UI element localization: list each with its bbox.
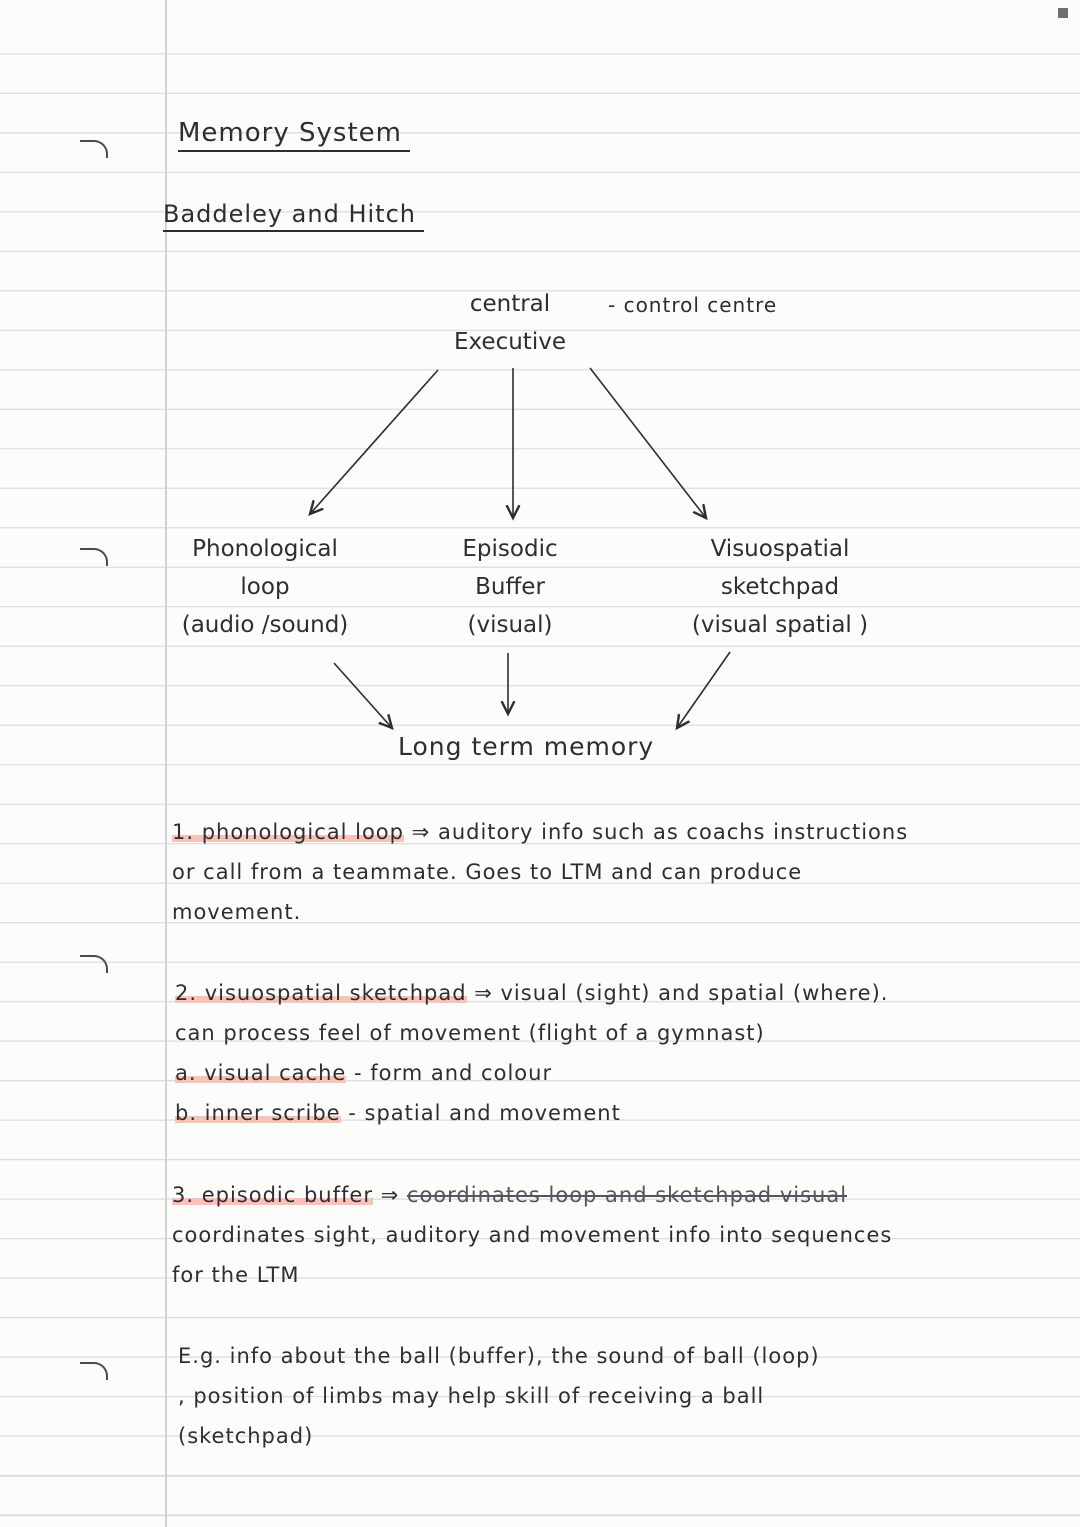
page-subtitle: Baddeley and Hitch [163, 200, 424, 232]
arrow-central-to-phonological [310, 370, 438, 514]
note-arrow: ⇒ [372, 1183, 407, 1207]
central-line2: Executive [454, 329, 566, 355]
episodic-buffer-node [425, 530, 595, 644]
visuospatial-line2: sketchpad [720, 574, 840, 600]
note-example [178, 1336, 820, 1456]
note-line [172, 1175, 892, 1215]
arrow-phonological-to-ltm [334, 663, 392, 728]
highlighted-term: a. visual cache [175, 1061, 347, 1085]
highlighted-term: 3. episodic buffer [172, 1183, 373, 1207]
long-term-memory-node: Long term memory [398, 732, 655, 761]
highlighted-term: 2. visuospatial sketchpad [175, 981, 467, 1005]
note-line: coordinates sight, auditory and movement info into sequences [172, 1223, 893, 1247]
episodic-line2: Buffer [475, 574, 545, 600]
struck-text: coordinates loop and sketchpad visual [406, 1183, 848, 1207]
phonological-loop-node [170, 530, 360, 644]
note-line [175, 973, 888, 1013]
note-line: E.g. info about the ball (buffer), the sound of ball (loop) [178, 1344, 820, 1368]
visuospatial-line1: Visuospatial [710, 536, 850, 562]
note-line [175, 1053, 888, 1093]
note-line [172, 812, 908, 852]
visuospatial-sketchpad-node [660, 530, 900, 644]
episodic-line3: (visual) [467, 612, 553, 638]
note-line: , position of limbs may help skill of receiving a ball [178, 1384, 765, 1408]
control-centre-note: - control centre [608, 293, 778, 317]
central-line1: central [469, 291, 551, 317]
note-line [175, 1093, 888, 1133]
phonological-line1: Phonological [192, 536, 338, 562]
visuospatial-line3: (visual spatial ) [691, 612, 869, 638]
note-text: - spatial and movement [340, 1101, 621, 1125]
note-text: ⇒ auditory info such as coachs instructions [404, 820, 909, 844]
episodic-line1: Episodic [462, 536, 558, 562]
note-line: (sketchpad) [178, 1424, 314, 1448]
note-line: or call from a teammate. Goes to LTM and can produce [172, 860, 803, 884]
note-line: for the LTM [172, 1263, 300, 1287]
phonological-line3: (audio /sound) [181, 612, 349, 638]
arrow-central-to-visuospatial [590, 368, 706, 518]
note-line: movement. [172, 900, 302, 924]
phonological-line2: loop [240, 574, 290, 600]
page-title: Memory System [178, 118, 410, 152]
arrow-visuospatial-to-ltm [677, 652, 730, 728]
note-text: ⇒ visual (sight) and spatial (where). [466, 981, 889, 1005]
highlighted-term: 1. phonological loop [172, 820, 404, 844]
highlighted-term: b. inner scribe [175, 1101, 341, 1125]
note-line: can process feel of movement (flight of a gymnast) [175, 1021, 765, 1045]
note-visuospatial-sketchpad [175, 973, 888, 1133]
central-executive-node [430, 285, 590, 361]
note-text: - form and colour [346, 1061, 553, 1085]
note-phonological-loop [172, 812, 908, 932]
note-episodic-buffer [172, 1175, 892, 1295]
